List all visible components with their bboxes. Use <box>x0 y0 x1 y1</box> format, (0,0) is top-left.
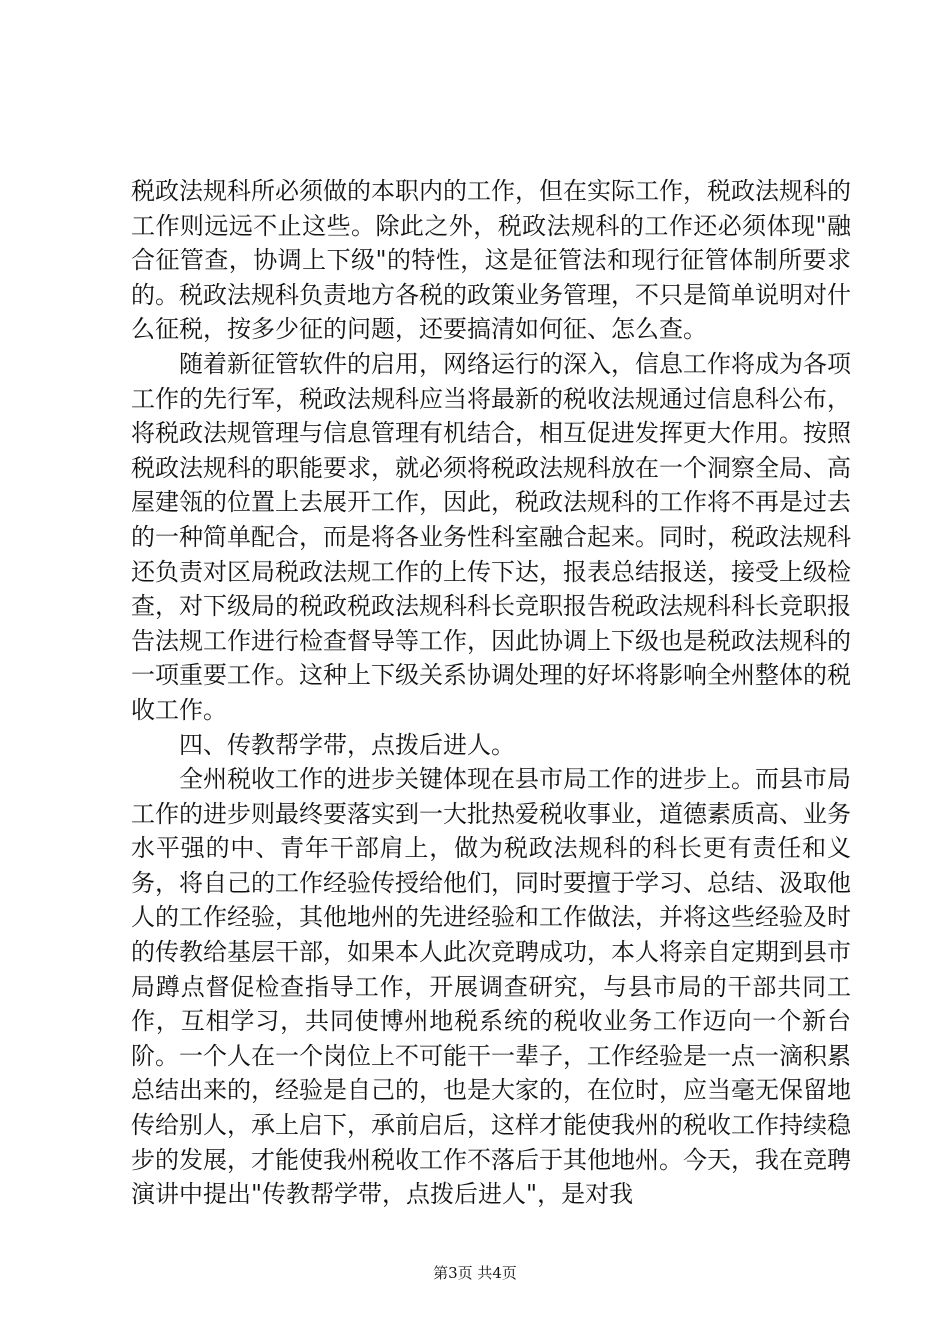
paragraph-1: 税政法规科所必须做的本职内的工作，但在实际工作，税政法规科的工作则远远不止这些。除此之外，税政法规科的工作还必须体现"融合征管查，协调上下级"的特性，这是征管法和现行征管体制所要求的。税政法规科负责地方各税的政策业务管理，不只是简单说明对什么征税，按多少征的问题，还要搞清如何征、怎么查。 <box>131 177 851 344</box>
document-body <box>131 174 851 1212</box>
page-number-footer: 第3页 共4页 <box>433 1264 517 1282</box>
paragraph-3: 全州税收工作的进步关键体现在县市局工作的进步上。而县市局工作的进步则最终要落实到一大批热爱税收事业，道德素质高、业务水平强的中、青年干部肩上，做为税政法规科的科长更有责任和义务，将自己的工作经验传授给他们，同时要擅于学习、总结、汲取他人的工作经验，其他地州的先进经验和工作做法，并将这些经验及时的传教给基层干部，如果本人此次竞聘成功，本人将亲自定期到县市局蹲点督促检查指导工作，开展调查研究，与县市局的干部共同工作，互相学习，共同使博州地税系统的税收业务工作迈向一个新台阶。一个人在一个岗位上不可能干一辈子，工作经验是一点一滴积累总结出来的，经验是自己的，也是大家的，在位时，应当毫无保留地传给别人，承上启下，承前启后，这样才能使我州的税收工作持续稳步的发展，才能使我州税收工作不落后于其他地州。今天，我在竞聘演讲中提出"传教帮学带，点拨后进人"，是对我 <box>131 765 851 1209</box>
paragraph-2: 随着新征管软件的启用，网络运行的深入，信息工作将成为各项工作的先行军，税政法规科应当将最新的税收法规通过信息科公布，将税政法规管理与信息管理有机结合，相互促进发挥更大作用。按照税政法规科的职能要求，就必须将税政法规科放在一个洞察全局、高屋建瓴的位置上去展开工作，因此，税政法规科的工作将不再是过去的一种简单配合，而是将各业务性科室融合起来。同时，税政法规科还负责对区局税政法规工作的上传下达，报表总结报送，接受上级检查，对下级局的税政税政法规科科长竞职报告税政法规科科长竞职报告法规工作进行检查督导等工作，因此协调上下级也是税政法规科的一项重要工作。这种上下级关系协调处理的好坏将影响全州整体的税收工作。 <box>131 349 851 724</box>
section-heading: 四、传教帮学带，点拨后进人。 <box>179 730 515 759</box>
